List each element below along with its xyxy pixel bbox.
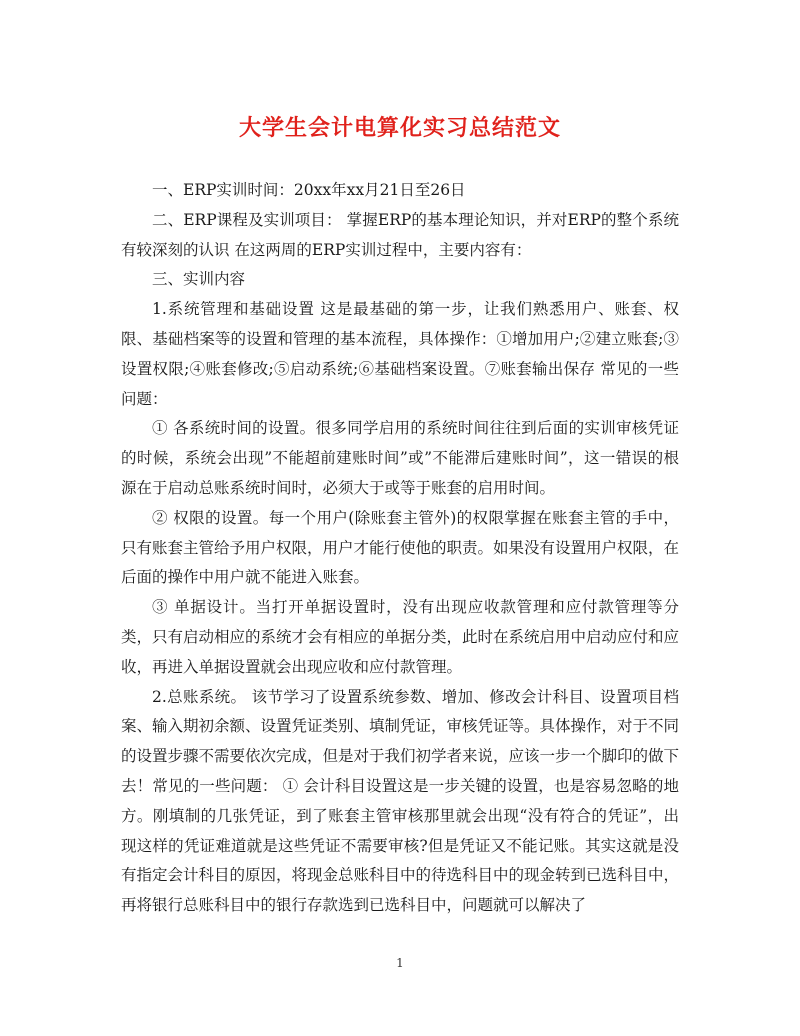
paragraph-general-ledger: 2.总账系统。 该节学习了设置系统参数、增加、修改会计科目、设置项目档案、输入期初余额、设置凭证类别、填制凭证，审核凭证等。具体操作，对于不同的设置步骤不需要依次完成，但是对于我们初学者来说，应该一步一个脚印的做下去！常见的一些问题： ① 会计科目设置这是一步关键的设置，也是容易忽略的地方。刚填制的几张凭证，到了账套主管审核那里就会出现“没有符合的凭证”，出现这样的凭证难道就是这些凭证不需要审核?但是凭证又不能记账。其实这就是没有指定会计科目的原因，将现金总账科目中的待选科目中的现金转到已选科目中，再将银行总账科目中的银行存款选到已选科目中，问题就可以解决了 — [121, 687, 680, 915]
document-title: 大学生会计电算化实习总结范文 — [238, 115, 561, 141]
paragraph-course-project: 二、ERP课程及实训项目： 掌握ERP的基本理论知识，并对ERP的整个系统有较深刻的认识 在这两周的ERP实训过程中，主要内容有： — [121, 210, 679, 259]
document-body — [121, 176, 679, 921]
paragraph-training-time: 一、ERP实训时间：20xx年xx月21日至26日 — [152, 181, 466, 199]
paragraph-training-content-heading: 三、实训内容 — [152, 270, 246, 289]
page-number: 1 — [396, 956, 404, 970]
paragraph-permission-setting: ② 权限的设置。每一个用户(除账套主管外)的权限掌握在账套主管的手中，只有账套主管给予用户权限，用户才能行使他的职责。如果没有设置用户权限，在后面的操作中用户就不能进入账套。 — [121, 508, 680, 587]
paragraph-document-design: ③ 单据设计。当打开单据设置时，没有出现应收款管理和应付款管理等分类，只有启动相应的系统才会有相应的单据分类，此时在系统启用中启动应付和应收，再进入单据设置就会出现应收和应付款管理。 — [121, 598, 680, 676]
paragraph-time-setting: ① 各系统时间的设置。很多同学启用的系统时间往往到后面的实训审核凭证的时候，系统会出现”不能超前建账时间”或”不能滞后建账时间”，这一错误的根源在于启动总账系统时间时，必须大于或等于账套的启用时间。 — [121, 419, 679, 497]
paragraph-system-management: 1.系统管理和基础设置 这是最基础的第一步，让我们熟悉用户、账套、权限、基础档案等的设置和管理的基本流程，具体操作：①增加用户;②建立账套;③设置权限;④账套修改;⑤启动系统;⑥基础档案设置。⑦账套输出保存 常见的一些问题： — [121, 300, 679, 408]
